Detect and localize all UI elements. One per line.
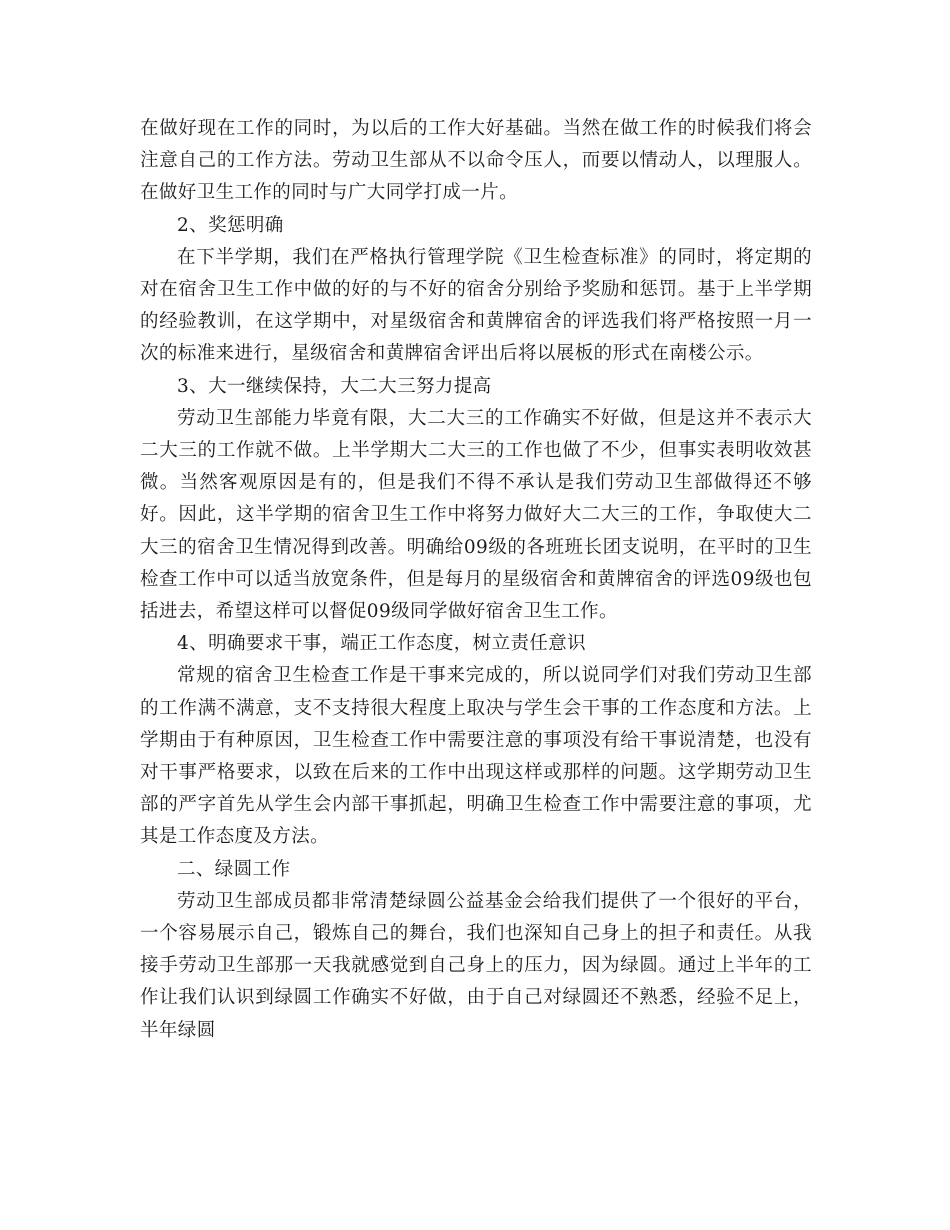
paragraph-continuation: 在做好现在工作的同时，为以后的工作大好基础。当然在做工作的时候我们将会注意自己的工作方法。劳动卫生部从不以命令压人，而要以情动人，以理服人。在做好卫生工作的同时与广大同学打成一片。 (140, 118, 812, 204)
section-heading-freshmen-seniors: 3、大一继续保持，大二大三努力提高 (177, 375, 492, 397)
section-heading-staff-requirements: 4、明确要求干事，端正工作态度，树立责任意识 (177, 633, 587, 655)
section-heading-green-circle: 二、绿圆工作 (177, 858, 291, 880)
paragraph-staff-requirements: 常规的宿舍卫生检查工作是干事来完成的，所以说同学们对我们劳动卫生部的工作满不满意，支不支持很大程度上取决与学生会干事的工作态度和方法。上学期由于有种原因，卫生检查工作中需要注意的事项没有给干事说清楚，也没有对干事严格要求，以致在后来的工作中出现这样或那样的问题。这学期劳动卫生部的严字首先从学生会内部干事抓起，明确卫生检查工作中需要注意的事项，尤其是工作态度及方法。 (140, 665, 812, 848)
document-body (140, 113, 812, 1047)
paragraph-rewards-penalties: 在下半学期，我们在严格执行管理学院《卫生检查标准》的同时，将定期的对在宿舍卫生工作中做的好的与不好的宿舍分别给予奖励和惩罚。基于上半学期的经验教训，在这学期中，对星级宿舍和黄牌宿舍的评选我们将严格按照一月一次的标准来进行，星级宿舍和黄牌宿舍评出后将以展板的形式在南楼公示。 (140, 246, 812, 365)
paragraph-freshmen-seniors: 劳动卫生部能力毕竟有限，大二大三的工作确实不好做，但是这并不表示大二大三的工作就不做。上半学期大二大三的工作也做了不少，但事实表明收效甚微。当然客观原因是有的，但是我们不得不承认是我们劳动卫生部做得还不够好。因此，这半学期的宿舍卫生工作中将努力做好大二大三的工作，争取使大二大三的宿舍卫生情况得到改善。明确给09级的各班班长团支说明，在平时的卫生检查工作中可以适当放宽条件，但是每月的星级宿舍和黄牌宿舍的评选09级也包括进去，希望这样可以督促09级同学做好宿舍卫生工作。 (140, 407, 812, 623)
paragraph-green-circle: 劳动卫生部成员都非常清楚绿圆公益基金会给我们提供了一个很好的平台，一个容易展示自己，锻炼自己的舞台，我们也深知自己身上的担子和责任。从我接手劳动卫生部那一天我就感觉到自己身上的压力，因为绿圆。通过上半年的工作让我们认识到绿圆工作确实不好做，由于自己对绿圆还不熟悉，经验不足上，半年绿圆 (140, 890, 812, 1041)
section-heading-rewards-penalties: 2、奖惩明确 (177, 214, 284, 236)
